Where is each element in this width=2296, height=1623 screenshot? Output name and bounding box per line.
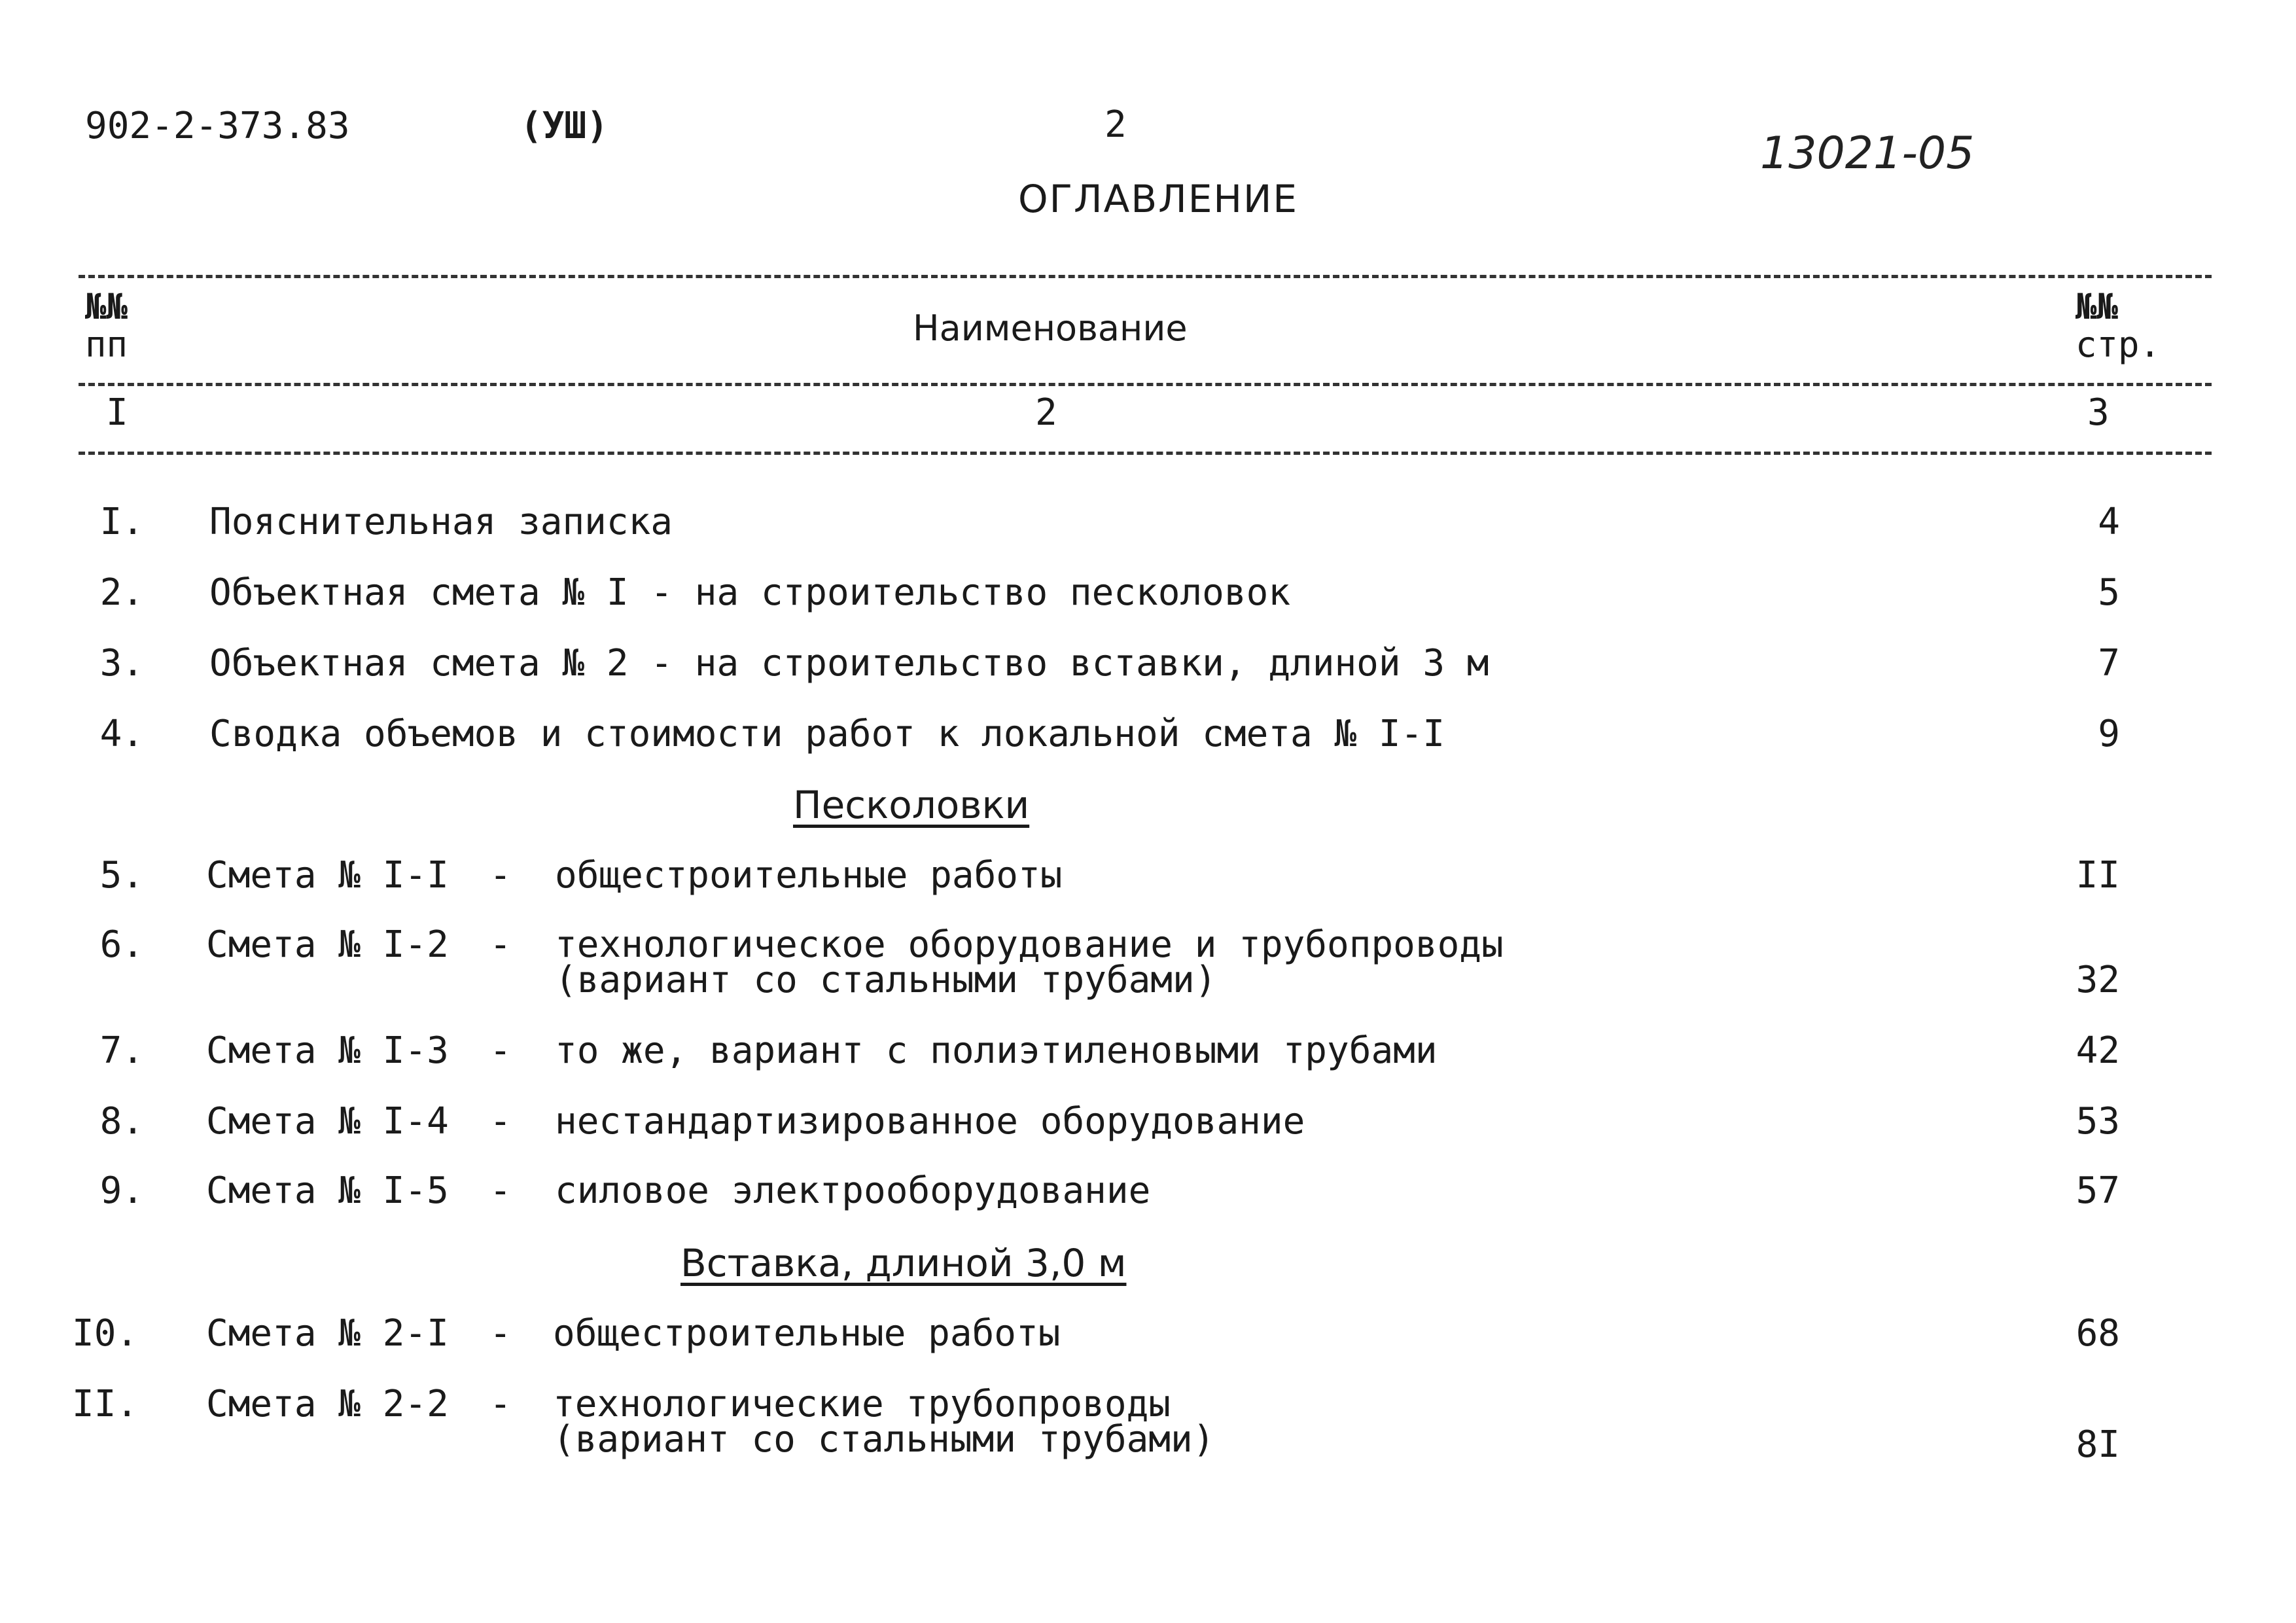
row-number: I0. [72, 1312, 139, 1355]
row-name: общестроительные работы [555, 854, 1063, 897]
row-reference: Смета № I-2 [206, 923, 449, 966]
row-name: общестроительные работы [553, 1312, 1061, 1355]
row-dash: - [489, 923, 512, 966]
row-name-continuation: (вариант со стальными трубами) [555, 959, 1217, 1001]
row-page: 4 [2098, 501, 2120, 543]
row-number: 2. [99, 571, 144, 614]
column-header-page-line2: стр. [2075, 324, 2161, 365]
row-reference: Смета № 2-I [206, 1312, 449, 1355]
column-number: I [106, 391, 128, 434]
row-page: 5 [2098, 571, 2120, 614]
document-mark: (УШ) [520, 105, 609, 147]
row-dash: - [489, 1029, 512, 1072]
row-number: 7. [99, 1029, 144, 1072]
row-page: 42 [2075, 1029, 2120, 1072]
row-dash: - [489, 1169, 512, 1212]
handwritten-number: 13021-05 [1760, 128, 1975, 179]
row-name: то же, вариант с полиэтиленовыми трубами [555, 1029, 1438, 1072]
row-reference: Смета № I-3 [206, 1029, 449, 1072]
row-page: 8I [2075, 1423, 2120, 1466]
row-page: 9 [2098, 713, 2120, 755]
column-header-number-line2: пп [85, 324, 128, 365]
page-title: ОГЛАВЛЕНИЕ [1018, 177, 1299, 221]
row-number: II. [72, 1383, 139, 1425]
row-page: 57 [2075, 1169, 2120, 1212]
column-header-number [85, 288, 128, 364]
dashed-rule [79, 383, 2212, 386]
row-name: Объектная смета № I - на строительство песколовок [209, 571, 1291, 614]
dashed-rule [79, 452, 2212, 455]
row-name: силовое электрооборудование [555, 1169, 1151, 1212]
document-code: 902-2-373.83 [85, 105, 350, 147]
row-number: 6. [99, 923, 144, 966]
row-reference: Смета № 2-2 [206, 1383, 449, 1425]
row-name: технологическое оборудование и трубопроводы [555, 923, 1504, 966]
row-dash: - [489, 1312, 512, 1355]
row-reference: Смета № I-4 [206, 1100, 449, 1143]
page-number: 2 [1104, 103, 1127, 146]
column-header-name: Наименование [913, 308, 1188, 349]
row-number: I. [99, 501, 144, 543]
column-header-page-line1: №№ [2075, 286, 2119, 327]
section-heading: Песколовки [793, 783, 1030, 827]
dashed-rule [79, 275, 2212, 278]
row-dash: - [489, 854, 512, 897]
row-page: 32 [2075, 959, 2120, 1001]
row-reference: Смета № I-I [206, 854, 449, 897]
row-name: Сводка объемов и стоимости работ к локальной смета № I-I [209, 713, 1445, 755]
row-number: 4. [99, 713, 144, 755]
row-name: технологические трубопроводы [553, 1383, 1171, 1425]
row-dash: - [489, 1100, 512, 1143]
row-name: Пояснительная записка [209, 501, 673, 543]
row-name: Объектная смета № 2 - на строительство вставки, длиной 3 м [209, 642, 1489, 685]
row-number: 8. [99, 1100, 144, 1143]
row-page: II [2075, 854, 2120, 897]
column-number: 3 [2087, 391, 2110, 434]
section-heading: Вставка, длиной 3,0 м [680, 1241, 1127, 1285]
row-number: 9. [99, 1169, 144, 1212]
column-number: 2 [1035, 391, 1057, 434]
column-header-number-line1: №№ [85, 286, 128, 327]
row-page: 53 [2075, 1100, 2120, 1143]
row-dash: - [489, 1383, 512, 1425]
row-page: 7 [2098, 642, 2120, 685]
row-name-continuation: (вариант со стальными трубами) [553, 1418, 1215, 1461]
row-number: 3. [99, 642, 144, 685]
row-number: 5. [99, 854, 144, 897]
column-header-page [2075, 288, 2161, 364]
row-page: 68 [2075, 1312, 2120, 1355]
row-reference: Смета № I-5 [206, 1169, 449, 1212]
row-name: нестандартизированное оборудование [555, 1100, 1305, 1143]
